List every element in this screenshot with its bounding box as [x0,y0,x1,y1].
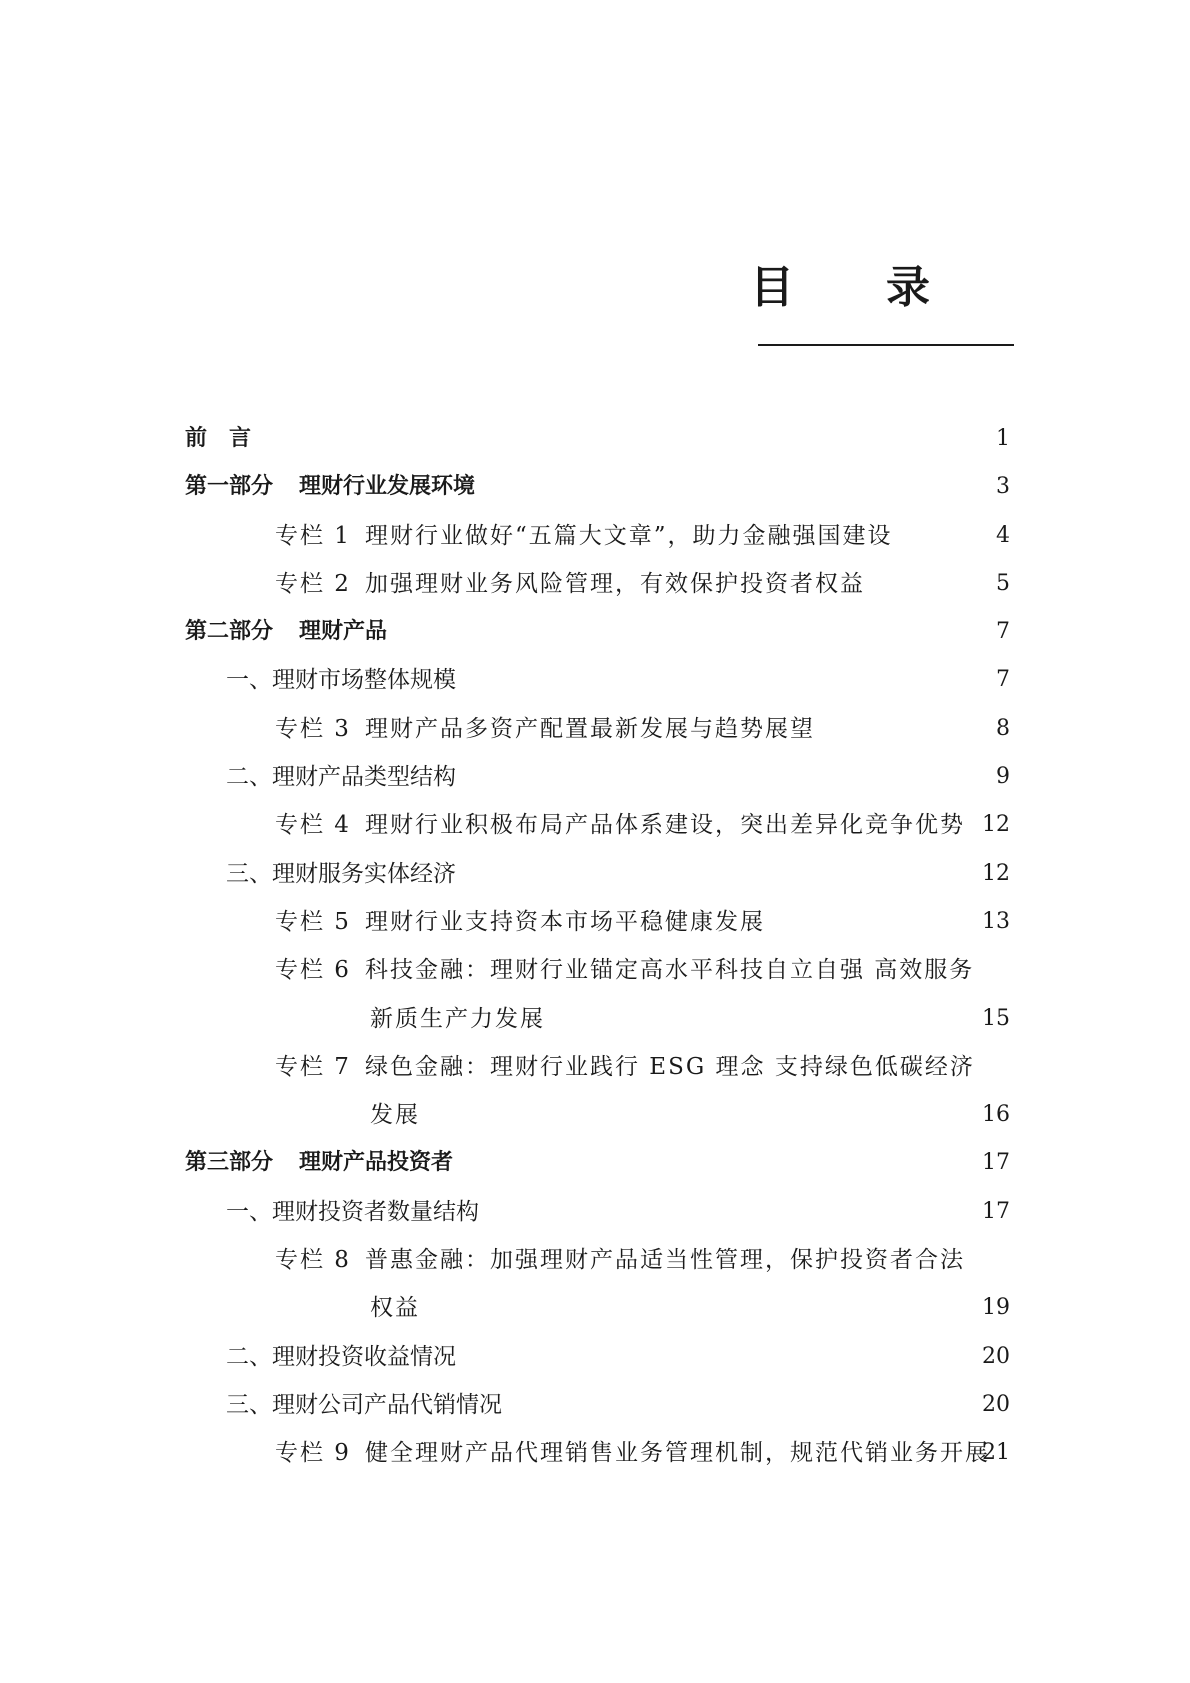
toc-entry-title: 三、理财服务实体经济 [226,860,456,887]
toc-entry[interactable] [0,1384,1190,1432]
toc-entry-label: 专栏 9 [275,1440,351,1467]
toc-entry-title: 理财产品 [299,619,388,645]
toc-entry-text [185,422,277,456]
toc-entry-label: 第二部分 [185,619,274,645]
toc-entry-text [370,1291,420,1325]
title-underline [758,344,1014,346]
toc-entry[interactable] [0,1336,1190,1384]
toc-entry[interactable] [0,1142,1190,1190]
table-of-contents [0,418,1190,1481]
toc-entry-title: 一、理财市场整体规模 [226,667,456,694]
toc-entry-text [226,1195,479,1229]
toc-page-number: 20 [982,1343,1010,1369]
toc-entry[interactable] [0,1239,1190,1287]
toc-entry-title: 理财行业做好“五篇大文章”，助力金融强国建设 [365,522,893,549]
toc-entry-title: 新质生产力发展 [370,1005,545,1032]
toc-entry[interactable] [0,466,1190,514]
toc-page-number: 9 [996,764,1010,790]
toc-page-number: 12 [982,812,1010,838]
toc-entry-title: 理财产品多资产配置最新发展与趋势展望 [365,715,815,742]
toc-page-number: 8 [996,715,1010,741]
toc-entry-text [275,1243,965,1277]
toc-entry[interactable] [0,1287,1190,1335]
toc-entry[interactable] [0,611,1190,659]
toc-entry-text [370,1002,545,1036]
toc-entry-title: 三、理财公司产品代销情况 [226,1391,502,1418]
toc-entry-title: 普惠金融：加强理财产品适当性管理，保护投资者合法 [365,1247,965,1274]
toc-entry[interactable] [0,853,1190,901]
toc-entry-text [185,470,475,504]
toc-page-number: 1 [996,426,1010,451]
toc-entry-title: 健全理财产品代理销售业务管理机制，规范代销业务开展 [365,1440,990,1467]
toc-entry-label: 专栏 1 [275,522,351,549]
toc-page-number: 15 [982,1005,1010,1031]
toc-entry-label: 专栏 6 [275,957,351,984]
toc-entry-title: 二、理财产品类型结构 [226,764,456,791]
toc-entry-title: 绿色金融：理财行业践行 ESG 理念 支持绿色低碳经济 [365,1053,975,1080]
toc-entry[interactable] [0,901,1190,949]
toc-page-number: 5 [996,570,1010,596]
toc-entry-text [226,760,456,794]
toc-entry-text [226,1388,502,1422]
toc-entry-title: 二、理财投资收益情况 [226,1343,456,1370]
toc-entry[interactable] [0,1191,1190,1239]
toc-entry[interactable] [0,1046,1190,1094]
toc-entry[interactable] [0,1432,1190,1480]
toc-entry[interactable] [0,998,1190,1046]
toc-entry-title: 科技金融：理财行业锚定高水平科技自立自强 高效服务 [365,957,975,984]
toc-entry[interactable] [0,756,1190,804]
toc-entry-text [275,1050,975,1084]
toc-page-number: 20 [982,1391,1010,1417]
toc-entry-text [185,615,387,649]
toc-entry-title: 权益 [370,1295,420,1322]
toc-page-number: 13 [982,908,1010,934]
toc-entry-text [275,808,965,842]
toc-entry[interactable] [0,949,1190,997]
toc-entry[interactable] [0,804,1190,852]
toc-entry-text [185,1146,453,1180]
toc-entry-title: 一、理财投资者数量结构 [226,1198,479,1225]
toc-page-number: 7 [996,667,1010,693]
toc-entry-text [226,663,456,697]
toc-entry-text [275,567,865,601]
toc-entry-title: 加强理财业务风险管理，有效保护投资者权益 [365,570,865,597]
toc-entry-title: 理财产品投资者 [299,1150,454,1176]
toc-entry-label: 专栏 3 [275,715,351,742]
toc-entry[interactable] [0,563,1190,611]
toc-entry-text [226,857,456,891]
toc-page-number: 7 [996,619,1010,645]
toc-entry[interactable] [0,659,1190,707]
toc-entry-label: 专栏 2 [275,570,351,597]
toc-entry-title: 理财行业支持资本市场平稳健康发展 [365,908,765,935]
toc-entry-label: 专栏 4 [275,812,351,839]
toc-entry[interactable] [0,418,1190,466]
toc-page-number: 17 [982,1150,1010,1176]
toc-page-number: 21 [982,1440,1010,1466]
toc-entry-title: 发展 [370,1102,420,1129]
toc-page-number: 3 [996,474,1010,500]
toc-entry[interactable] [0,515,1190,563]
toc-entry-label: 前 言 [185,426,252,451]
toc-entry-text [275,519,893,553]
toc-page-number: 12 [982,860,1010,886]
toc-page-number: 17 [982,1198,1010,1224]
toc-entry-label: 第三部分 [185,1150,274,1176]
toc-entry-text [275,1436,990,1470]
toc-entry-text [226,1340,456,1374]
toc-entry-title: 理财行业发展环境 [299,474,476,500]
toc-entry-text [275,905,765,939]
toc-entry-label: 第一部分 [185,474,274,500]
toc-entry-text [275,712,815,746]
toc-entry[interactable] [0,1094,1190,1142]
toc-entry-label: 专栏 7 [275,1053,351,1080]
toc-entry-label: 专栏 5 [275,908,351,935]
toc-entry-label: 专栏 8 [275,1247,351,1274]
toc-page-number: 19 [982,1295,1010,1321]
toc-entry-text [275,953,974,987]
toc-page-number: 16 [982,1102,1010,1128]
toc-entry-title: 理财行业积极布局产品体系建设，突出差异化竞争优势 [365,812,965,839]
page-title: 目 录 [750,262,954,313]
toc-page-number: 4 [996,522,1010,548]
toc-entry[interactable] [0,708,1190,756]
toc-entry-text [370,1098,420,1132]
